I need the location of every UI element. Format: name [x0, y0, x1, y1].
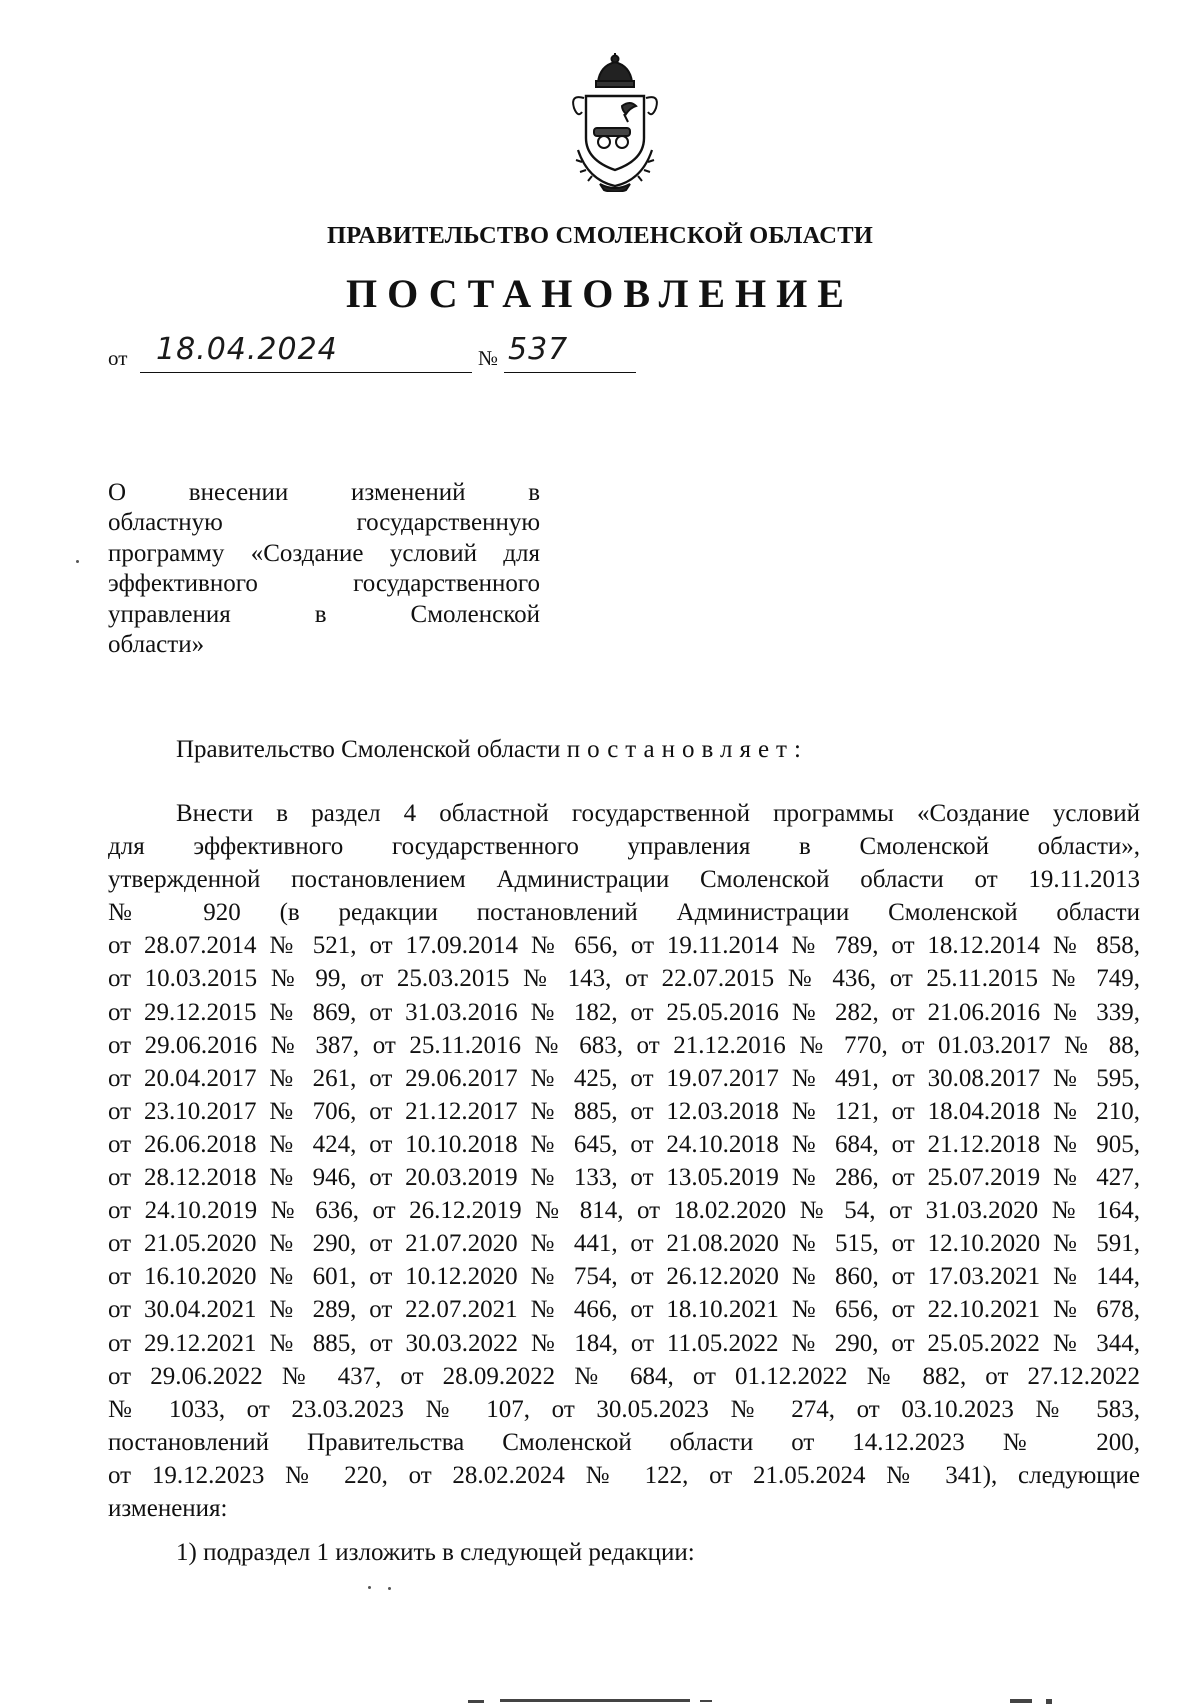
body-line: утвержденной постановлением Администрации Смоленской области от 19.11.2013	[108, 866, 1140, 894]
body-line: от 29.06.2022 № 437, от 28.09.2022 № 684, от 01.12.2022 № 882, от 27.12.2022	[108, 1362, 1140, 1390]
date-prefix: от	[108, 346, 128, 370]
scan-speck	[388, 1587, 391, 1590]
subject-line: О внесении изменений в	[108, 479, 540, 506]
date-number-line	[108, 332, 569, 376]
government-title: ПРАВИТЕЛЬСТВО СМОЛЕНСКОЙ ОБЛАСТИ	[327, 222, 873, 249]
body-line: от 26.06.2018 № 424, от 10.10.2018 № 645, от 24.10.2018 № 684, от 21.12.2018 № 905,	[108, 1130, 1140, 1158]
subject-line: области»	[108, 631, 205, 659]
body-line: № 920 (в редакции постановлений Администрации Смоленской области	[108, 899, 1140, 927]
body-line: от 29.12.2015 № 869, от 31.03.2016 № 182, от 25.05.2016 № 282, от 21.06.2016 № 339,	[108, 998, 1140, 1026]
date-underline	[140, 372, 472, 373]
subject-line: эффективного государственного	[108, 570, 540, 598]
scan-edge-marks	[0, 1694, 1200, 1707]
body-line: № 1033, от 23.03.2023 № 107, от 30.05.2023 № 274, от 03.10.2023 № 583,	[108, 1395, 1140, 1423]
body-line: от 10.03.2015 № 99, от 25.03.2015 № 143, от 22.07.2015 № 436, от 25.11.2015 № 749,	[108, 965, 1140, 993]
body-line: постановлений Правительства Смоленской области от 14.12.2023 № 200,	[108, 1428, 1140, 1456]
subject-line: областную государственную	[108, 509, 540, 537]
body-line: изменения:	[108, 1494, 228, 1522]
body-line: от 30.04.2021 № 289, от 22.07.2021 № 466, от 18.10.2021 № 656, от 22.10.2021 № 678,	[108, 1296, 1140, 1324]
document-type-title: ПОСТАНОВЛЕНИЕ	[346, 271, 854, 316]
preamble-lead: Правительство Смоленской области	[176, 736, 561, 763]
body-line: от 28.12.2018 № 946, от 20.03.2019 № 133, от 13.05.2019 № 286, от 25.07.2019 № 427,	[108, 1164, 1140, 1192]
resolution-body	[108, 797, 1140, 1525]
subject-line: программу «Создание условий для	[108, 539, 540, 567]
smolensk-coat-of-arms-icon	[560, 52, 670, 192]
body-line: от 21.05.2020 № 290, от 21.07.2020 № 441, от 21.08.2020 № 515, от 12.10.2020 № 591,	[108, 1230, 1140, 1258]
document-subject	[108, 478, 540, 660]
body-line: от 28.07.2014 № 521, от 17.09.2014 № 656, от 19.11.2014 № 789, от 18.12.2014 № 858,	[108, 932, 1140, 960]
body-line: от 23.10.2017 № 706, от 21.12.2017 № 885, от 12.03.2018 № 121, от 18.04.2018 № 210,	[108, 1097, 1140, 1125]
body-line: для эффективного государственного управления в Смоленской области»,	[108, 833, 1140, 861]
handwritten-date: 18.04.2024	[156, 332, 338, 367]
subject-line: управления в Смоленской	[108, 600, 540, 628]
list-item-1: 1) подраздел 1 изложить в следующей редакции:	[176, 1539, 695, 1566]
preamble-verb: постановляет:	[566, 736, 808, 763]
number-sign: №	[478, 346, 499, 370]
number-underline	[504, 372, 636, 373]
body-line: от 20.04.2017 № 261, от 29.06.2017 № 425, от 19.07.2017 № 491, от 30.08.2017 № 595,	[108, 1064, 1140, 1092]
body-line: от 24.10.2019 № 636, от 26.12.2019 № 814, от 18.02.2020 № 54, от 31.03.2020 № 164,	[108, 1197, 1140, 1225]
body-line: от 29.06.2016 № 387, от 25.11.2016 № 683, от 21.12.2016 № 770, от 01.03.2017 № 88,	[108, 1031, 1140, 1059]
scan-speck	[368, 1586, 371, 1589]
body-line: от 19.12.2023 № 220, от 28.02.2024 № 122, от 21.05.2024 № 341), следующие	[108, 1461, 1140, 1489]
scan-speck	[76, 560, 79, 563]
handwritten-number: 537	[508, 332, 569, 367]
preamble	[176, 736, 808, 764]
body-line: от 29.12.2021 № 885, от 30.03.2022 № 184, от 11.05.2022 № 290, от 25.05.2022 № 344,	[108, 1329, 1140, 1357]
body-line: от 16.10.2020 № 601, от 10.12.2020 № 754, от 26.12.2020 № 860, от 17.03.2021 № 144,	[108, 1263, 1140, 1291]
body-line: Внести в раздел 4 областной государственной программы «Создание условий	[176, 800, 1140, 827]
